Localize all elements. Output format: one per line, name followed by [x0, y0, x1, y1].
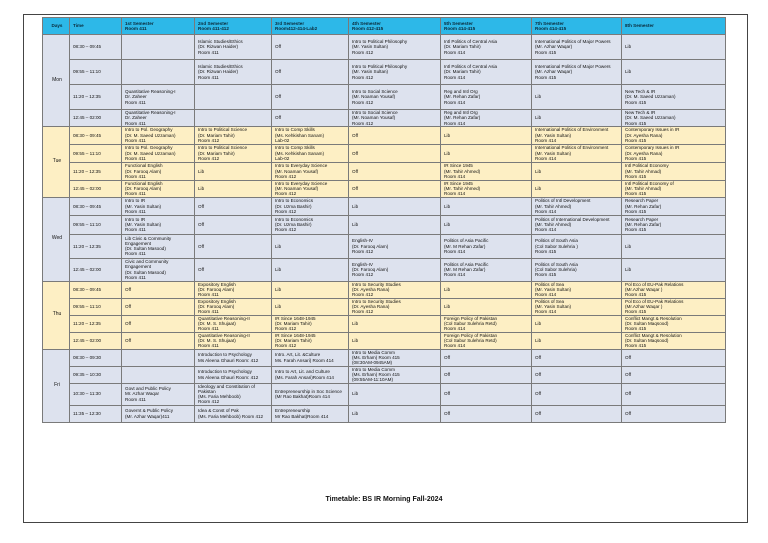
table-row [43, 60, 726, 85]
class-cell: Lib [441, 144, 532, 162]
class-cell: IR Since 1945 (Mr. Tahir Ahmed) Room 414 [441, 180, 532, 197]
class-cell: Intro to Social Science (Mr. Noaman Yousaf) Room 412 [349, 110, 441, 127]
class-cell: Quantitative Reasoning-I Dr. Zaheer Room 411 [122, 85, 195, 110]
class-cell: Off [532, 383, 622, 405]
time-slot: 08:30 – 09:45 [70, 281, 122, 298]
class-cell: IR Since 1648-1945 (Dr. Mariam Tahir) Room 412 [272, 332, 349, 349]
class-cell: English-IV (Dr. Farooq Alam) Room 412 [349, 234, 441, 258]
class-cell: Off [122, 281, 195, 298]
table-row [43, 35, 726, 60]
class-cell: Intro to Pol. Geography (Dr. M. Saeed Uzzaman) Room 411 [122, 144, 195, 162]
day-label: Mon [43, 35, 70, 127]
class-cell [122, 60, 195, 85]
class-cell: Off [349, 126, 441, 144]
class-cell: Politics of South Asia (Col Sabor Sulehria ) Room 415 [532, 234, 622, 258]
header-row [43, 18, 726, 35]
class-cell: Politics of Sea (Mr. Yasin Sultan) Room 414 [532, 281, 622, 298]
class-cell: Politics of South Asia (Col Sabor Sulehria) Room 415 [532, 258, 622, 281]
class-cell: Intro. Art, Lit. &Culture Ms. Farah Ansari) Room 414 [272, 349, 349, 366]
class-cell: Lib [272, 234, 349, 258]
class-cell: IR Since 1945 (Mr. Tahir Ahmed) Room 414 [441, 162, 532, 180]
day-label: Wed [43, 197, 70, 281]
class-cell: Lib [532, 315, 622, 332]
class-cell: Lib [532, 162, 622, 180]
table-row [43, 144, 726, 162]
header-semester-3: 3rd Semester Room412-414-Lab2 [272, 18, 349, 35]
table-row [43, 215, 726, 234]
class-cell: Off [349, 162, 441, 180]
class-cell: Off [195, 234, 272, 258]
class-cell: Quantitative Reasoning-II (Dr. M. S. Shujaat) Room 411 [195, 332, 272, 349]
class-cell: International Politics of Major Powers (Mr. Azhar Waqar) Room 415 [532, 35, 622, 60]
class-cell: Lib [622, 35, 726, 60]
class-cell [122, 366, 195, 383]
table-row [43, 405, 726, 422]
class-cell: Off [441, 405, 532, 422]
table-row [43, 126, 726, 144]
class-cell: Intro to Political Science (Dr. Mariam Tahir) Room 412 [195, 144, 272, 162]
class-cell: Intro to Media Comm (Ms. Erham) Room 415 (09:55AM-11:10AM) [349, 366, 441, 383]
time-slot: 09:55 – 11:10 [70, 60, 122, 85]
class-cell: Lib [441, 126, 532, 144]
table-row [43, 281, 726, 298]
class-cell: Lib [622, 60, 726, 85]
class-cell: Off [441, 366, 532, 383]
time-slot: 09:55 – 11:10 [70, 298, 122, 315]
class-cell: Research Paper (Mr. Rehan Zafar) Room 415 [622, 215, 726, 234]
class-cell: Intro to Security Studies (Dr. Ayesha Rana) Room 412 [349, 281, 441, 298]
class-cell: Lib [349, 315, 441, 332]
class-cell: Lib [441, 298, 532, 315]
class-cell: Off [122, 315, 195, 332]
class-cell: Lib [195, 180, 272, 197]
class-cell: Off [349, 180, 441, 197]
class-cell: Introduction to Psychology Ms Aleena Ghauri Room: 412 [195, 366, 272, 383]
table-row [43, 258, 726, 281]
time-slot: 12:45 – 02:00 [70, 180, 122, 197]
class-cell: Lib [622, 234, 726, 258]
class-cell: Politics of International Development (Mr. Tahir Ahmed) Room 414 [532, 215, 622, 234]
table-row [43, 298, 726, 315]
header-semester-5: 5th Semester Room 414-415 [441, 18, 532, 35]
class-cell: Off [272, 110, 349, 127]
class-cell: Intro to Art, Lit. and Culture (Ms. Farah Ansari)Room 414 [272, 366, 349, 383]
class-cell: Lib [349, 332, 441, 349]
class-cell: Lib [272, 258, 349, 281]
time-slot: 08:30 – 09:45 [70, 126, 122, 144]
class-cell: Entrepreneurship Mr Rao Bakhat)Room 414 [272, 405, 349, 422]
time-slot: 09:55 – 11:10 [70, 144, 122, 162]
table-row [43, 349, 726, 366]
class-cell: Politics of Intl Development (Mr. Tahir Ahmed) Room 414 [532, 197, 622, 215]
class-cell: Off [622, 383, 726, 405]
day-label: Tue [43, 126, 70, 197]
class-cell: Intro to Political Philosophy (Mr. Yasin Sultan) Room 412 [349, 35, 441, 60]
class-cell: Quantitative Reasoning-II (Dr. M. S. Shujaat) Room 411 [195, 315, 272, 332]
time-slot: 10:30 – 11:30 [70, 383, 122, 405]
time-slot: 12:45 – 02:00 [70, 110, 122, 127]
class-cell [195, 110, 272, 127]
table-row [43, 315, 726, 332]
class-cell: Introduction to Psychology Ms Aleena Ghauri Room: 412 [195, 349, 272, 366]
class-cell: Intro to IR (Mr. Yasin Sultan) Room 411 [122, 197, 195, 215]
class-cell: Off [622, 366, 726, 383]
class-cell: Lib [349, 383, 441, 405]
time-slot: 09:35 – 10:30 [70, 366, 122, 383]
class-cell: Expository English (Dr. Farooq Alam) Room 411 [195, 298, 272, 315]
timetable-caption: Timetable: BS IR Morning Fall-2024 [325, 496, 443, 503]
class-cell [195, 85, 272, 110]
class-cell: Intro to IR (Mr. Yasin Sultan) Room 411 [122, 215, 195, 234]
day-label: Thu [43, 281, 70, 349]
class-cell: Ideology and Constitution of Pakistan (Ms. Faria Mehboob) Room 412 [195, 383, 272, 405]
header-semester-4: 4th Semester Room 412-415 [349, 18, 441, 35]
class-cell: Pol Eco of EU-Pak Relations (Mr.Azhar Waqar ) Room 415 [622, 298, 726, 315]
class-cell: Foreign Policy of Pakistan (Col Sabur Sulehria Retd) Room 414 [441, 315, 532, 332]
class-cell: Off [272, 35, 349, 60]
time-slot: 08:30 – 09:45 [70, 35, 122, 60]
class-cell: Reg and Intl Org (Mr. Rehan Zafar) Room 414 [441, 85, 532, 110]
class-cell: Lib [349, 405, 441, 422]
table-row [43, 332, 726, 349]
class-cell: Reg and Intl Org (Mr. Rehan Zafar) Room 414 [441, 110, 532, 127]
class-cell: Islamic Studies/Ethics (Dr. Rizwan Haider) Room 411 [195, 60, 272, 85]
class-cell: Intro to Everyday Science (Mr. Noaman Yousaf) Room 412 [272, 180, 349, 197]
time-slot: 09:55 – 11:10 [70, 215, 122, 234]
class-cell: Conflict Mangt & Resolution (Dr. Sultan Maqsood) Room 415 [622, 332, 726, 349]
table-row [43, 85, 726, 110]
class-cell: Off [622, 349, 726, 366]
class-cell: Intl Politics of Central Asia (Dr. Mariam Tahir) Room 414 [441, 60, 532, 85]
class-cell: Foreign Policy of Pakistan (Col Sabur Sulehria Retd) Room 414 [441, 332, 532, 349]
class-cell: Intl Political Economy of (Mr. Tahir Ahmad) Room 415 [622, 180, 726, 197]
class-cell: Intl Political Economy (Mr. Tahir Ahmad) Room 415 [622, 162, 726, 180]
class-cell: Contemporary Issues in IR (Dr. Ayesha Rana) Room 415 [622, 144, 726, 162]
class-cell: Intro to Comp Skills (Ms. Kehkishan Sanam) Lab-02 [272, 126, 349, 144]
header-time: Time [70, 18, 122, 35]
class-cell: Govt and Public Policy Mr. Azhar Waqar Room 411 [122, 383, 195, 405]
class-cell: Politics of Asia Pacific (Mr. M Rehan Zafar) Room 414 [441, 234, 532, 258]
table-row [43, 110, 726, 127]
header-semester-7: 7th Semester Room 414-415 [532, 18, 622, 35]
class-cell: International Politics of Environment (Mr. Yasin Sultan) Room 414 [532, 126, 622, 144]
time-slot: 08:30 – 09:45 [70, 197, 122, 215]
class-cell: Intro to Social Science (Mr. Noaman Yousaf) Room 412 [349, 85, 441, 110]
class-cell [122, 35, 195, 60]
class-cell: Intro to Economics (Dr. Uzma Bashir) Room 412 [272, 197, 349, 215]
class-cell: Quantitative Reasoning-I Dr. Zaheer Room 411 [122, 110, 195, 127]
class-cell: Lib [349, 197, 441, 215]
class-cell: Off [272, 60, 349, 85]
class-cell: Intro to Everyday Science (Mr. Noaman Yousaf) Room 412 [272, 162, 349, 180]
class-cell: Politics of Asia Pacific (Mr. M Rehan Zafar) Room 414 [441, 258, 532, 281]
class-cell: Off [532, 349, 622, 366]
header-semester-2: 2nd Semester Room 411-412 [195, 18, 272, 35]
class-cell: Intro to Pol. Geography (Dr. M. Saeed Uzzaman) Room 411 [122, 126, 195, 144]
class-cell: Lib [272, 281, 349, 298]
class-cell: Intro to Security Studies (Dr. Ayesha Rana) Room 412 [349, 298, 441, 315]
header-semester-8: 8th Semester [622, 18, 726, 35]
table-row [43, 162, 726, 180]
class-cell: Intl Politics of Central Asia (Dr. Mariam Tahir) Room 414 [441, 35, 532, 60]
class-cell: IR Since 1648-1945 (Dr. Mariam Tahir) Room 412 [272, 315, 349, 332]
class-cell: International Politics of Major Powers (Mr. Azhar Waqar) Room 415 [532, 60, 622, 85]
table-row [43, 234, 726, 258]
class-cell: Politics of Sea (Mr. Yasin Sultan) Room 414 [532, 298, 622, 315]
class-cell: Lib Civic & Community Engagement (Dr. Sultan Masood) Room 411 [122, 234, 195, 258]
class-cell: English-IV (Dr. Farooq Alam) Room 412 [349, 258, 441, 281]
time-slot: 11:20 – 12:35 [70, 162, 122, 180]
class-cell: New Tech & IR (Dr. M. Saeed Uzzaman) Room 415 [622, 85, 726, 110]
class-cell: Off [532, 366, 622, 383]
table-row [43, 180, 726, 197]
table-row [43, 197, 726, 215]
header-days: Days [43, 18, 70, 35]
class-cell: Off [195, 215, 272, 234]
class-cell: Functional English (Dr. Farooq Alam) Room 411 [122, 180, 195, 197]
class-cell: Lib [195, 162, 272, 180]
class-cell: Lib [532, 332, 622, 349]
time-slot: 11:20 – 12:35 [70, 234, 122, 258]
class-cell: Idea & Const of Pak (Ms. Faria Mehboob) Room 412 [195, 405, 272, 422]
class-cell: Islamic Studies/Ethics (Dr. Rizwan Haider) Room 411 [195, 35, 272, 60]
class-cell: Lib [441, 281, 532, 298]
class-cell: Lib [622, 258, 726, 281]
class-cell: Intro to Political Philosophy (Mr. Yasin Sultan) Room 412 [349, 60, 441, 85]
time-slot: 12:45 – 02:00 [70, 258, 122, 281]
class-cell: Lib [441, 215, 532, 234]
class-cell: Intro to Political Science (Dr. Mariam Tahir) Room 412 [195, 126, 272, 144]
class-cell: International Politics of Environment (Mr. Yasin Sultan) Room 414 [532, 144, 622, 162]
table-row [43, 366, 726, 383]
time-slot: 08:30 – 09:30 [70, 349, 122, 366]
class-cell: Research Paper (Mr. Rehan Zafar) Room 415 [622, 197, 726, 215]
class-cell: Lib [532, 180, 622, 197]
class-cell: Lib [532, 110, 622, 127]
day-label: Fri [43, 349, 70, 422]
class-cell: Civic and Community Engagement (Dr. Sultan Masood) Room 411 [122, 258, 195, 281]
time-slot: 11:20 – 12:35 [70, 315, 122, 332]
class-cell: Lib [349, 215, 441, 234]
time-slot: 12:45 – 02:00 [70, 332, 122, 349]
time-slot: 11:35 – 12:30 [70, 405, 122, 422]
class-cell: Off [122, 332, 195, 349]
class-cell [122, 349, 195, 366]
class-cell: Off [272, 85, 349, 110]
time-slot: 11:20 – 12:35 [70, 85, 122, 110]
class-cell: Off [532, 405, 622, 422]
class-cell: Off [441, 383, 532, 405]
class-cell: Off [122, 298, 195, 315]
class-cell: Governt & Public Policy (Mr. Azhar Waqar)411 [122, 405, 195, 422]
class-cell: Functional English (Dr. Farooq Alam) Room 411 [122, 162, 195, 180]
class-cell: Expository English (Dr. Farooq Alam) Room 411 [195, 281, 272, 298]
class-cell: Intro to Comp Skills (Ms. Kehkishan Sanam) Lab-02 [272, 144, 349, 162]
class-cell: Off [441, 349, 532, 366]
class-cell: Lib [441, 197, 532, 215]
class-cell: New Tech & IR (Dr. M. Saeed Uzzaman) Room 415 [622, 110, 726, 127]
class-cell: Off [622, 405, 726, 422]
class-cell: Off [195, 258, 272, 281]
class-cell: Intro to Economics (Dr. Uzma Bashir) Room 412 [272, 215, 349, 234]
class-cell: Off [349, 144, 441, 162]
class-cell: Intro to Media Comm (Ms. Erham) Room 415 (08:30AM-0945AM) [349, 349, 441, 366]
class-cell: Entrepreneurship in Soc Science (Mr Rao Bakhat)Room 414 [272, 383, 349, 405]
class-cell: Off [195, 197, 272, 215]
class-cell: Contemporary Issues in IR (Dr. Ayesha Rana) Room 415 [622, 126, 726, 144]
header-semester-1: 1st Semester Room 411 [122, 18, 195, 35]
table-row [43, 383, 726, 405]
class-cell: Pol Eco of EU-Pak Relations (Mr.Azhar Waqar ) Room 415 [622, 281, 726, 298]
timetable [42, 17, 726, 423]
class-cell: Lib [272, 298, 349, 315]
class-cell: Lib [532, 85, 622, 110]
class-cell: Conflict Mangt & Resolution (Dr. Sultan Maqsood) Room 415 [622, 315, 726, 332]
